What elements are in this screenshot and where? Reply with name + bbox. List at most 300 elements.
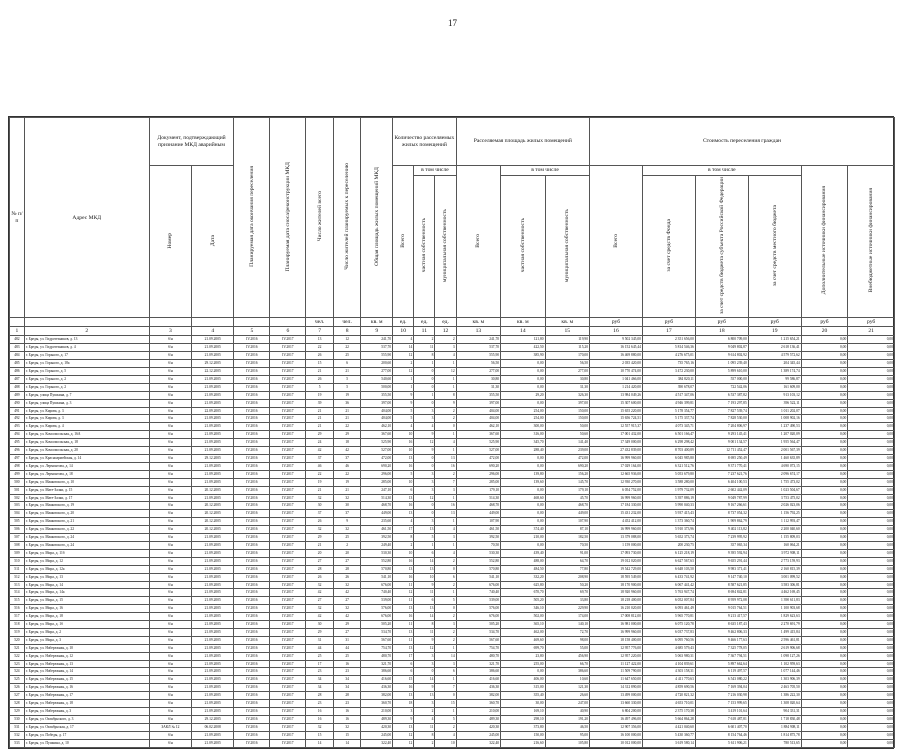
table-cell: 6 433 741,92 — [642, 573, 695, 581]
table-cell: 0,00 — [801, 660, 848, 668]
table-cell: г. Бреды, ул. Набережная, д. 18 — [24, 700, 149, 708]
table-cell: 488,00 — [501, 557, 545, 565]
table-cell: 2 375 170,38 — [642, 708, 695, 716]
table-cell: 22.12.2005 — [192, 368, 234, 376]
table-cell: 489 — [10, 391, 25, 399]
header-document: Документ, подтверждающий признание МКД аварийным — [149, 118, 234, 166]
table-cell: 0,00 — [801, 605, 848, 613]
table-cell: 2 — [435, 636, 456, 644]
table-cell: 31 — [306, 636, 334, 644]
table-cell: 0,00 — [801, 336, 848, 344]
table-cell: 3 — [414, 478, 435, 486]
table-row — [10, 621, 895, 629]
table-cell: 0,00 — [848, 708, 895, 716]
table-cell: 249,40 — [361, 541, 393, 549]
table-cell: 2 602 442,09 — [695, 486, 748, 494]
table-cell: 4 — [393, 423, 414, 431]
table-row — [10, 723, 895, 731]
table-cell: 373,80 — [501, 723, 545, 731]
table-cell: IV.2016 — [234, 510, 270, 518]
table-cell: 2 270 691,79 — [748, 621, 801, 629]
table-cell: 8 — [393, 534, 414, 542]
table-cell: 16 — [393, 462, 414, 470]
table-cell: 4 — [393, 518, 414, 526]
header-rooms-incl: в том числе — [414, 166, 456, 176]
table-cell: 5 — [333, 383, 361, 391]
table-cell: 34 — [306, 684, 334, 692]
table-cell: IV.2017 — [270, 589, 306, 597]
table-cell: 483 — [10, 344, 25, 352]
header-units-cell: руб — [848, 318, 895, 327]
table-cell: 570,80 — [361, 565, 393, 573]
table-cell: IV.2017 — [270, 391, 306, 399]
table-cell: 360,70 — [456, 700, 500, 708]
table-cell: 397,00 — [456, 399, 500, 407]
table-cell: 42 — [306, 589, 334, 597]
table-cell: 449,00 — [545, 510, 589, 518]
table-cell: 10 — [393, 447, 414, 455]
table-cell: 0,00 — [801, 613, 848, 621]
table-cell: IV.2017 — [270, 660, 306, 668]
table-cell: 0,00 — [848, 494, 895, 502]
table-cell: 13 — [393, 510, 414, 518]
table-cell: 12 957 776,00 — [590, 644, 643, 652]
header-planned-date — [234, 118, 270, 318]
table-cell: 517 — [10, 613, 25, 621]
table-cell: 490 — [10, 399, 25, 407]
table-cell: 7 153 999,65 — [695, 700, 748, 708]
table-cell: 14 — [414, 557, 435, 565]
table-cell: 13 — [306, 336, 334, 344]
header-extra-sources-text: Внебюджетные источники финансирования — [868, 188, 875, 293]
table-cell: 722 542,06 — [695, 383, 748, 391]
table-cell: 529 — [10, 708, 25, 716]
table-cell: 20.12.2005 — [192, 502, 234, 510]
table-cell: г. Бреды, ул. Гидротехников, д. 4 — [24, 344, 149, 352]
table-cell: 160 064,21 — [748, 541, 801, 549]
table-cell: 0,00 — [501, 462, 545, 470]
table-cell: 519 — [10, 628, 25, 636]
table-cell: 468,70 — [361, 502, 393, 510]
table-cell: 0 — [414, 668, 435, 676]
table-cell: 0,00 — [801, 549, 848, 557]
table-cell: 676,00 — [361, 581, 393, 589]
table-cell: 23,80 — [501, 652, 545, 660]
table-cell: 0,00 — [801, 636, 848, 644]
table-cell: 1 098 127,26 — [748, 652, 801, 660]
table-cell: 4 720 821,32 — [642, 692, 695, 700]
table-cell: 36 — [333, 399, 361, 407]
table-cell: 3 001 099,52 — [748, 573, 801, 581]
table-cell: 0,00 — [801, 360, 848, 368]
table-cell: 676,00 — [456, 613, 500, 621]
header-rooms-municipal-text: муниципальная собственность — [442, 208, 449, 283]
table-cell: 509 — [10, 549, 25, 557]
column-numbers-row — [10, 327, 895, 336]
table-cell: 0,00 — [801, 486, 848, 494]
table-cell: 6 — [435, 573, 456, 581]
table-cell: 567,60 — [456, 636, 500, 644]
table-cell: 534,70 — [361, 628, 393, 636]
table-cell: 12 711 452,47 — [695, 447, 748, 455]
table-cell: 904 331,31 — [748, 708, 801, 716]
table-cell: 1 814 875,78 — [748, 731, 801, 739]
table-cell: 21.09.2005 — [192, 581, 234, 589]
table-cell: 537,70 — [456, 344, 500, 352]
header-units-cell: руб — [695, 318, 748, 327]
table-header — [10, 118, 895, 336]
table-cell: 4 — [435, 526, 456, 534]
table-cell: 9 614 802,92 — [695, 352, 748, 360]
table-cell: 5 763 947,74 — [642, 589, 695, 597]
table-cell: 396 522,11 — [748, 399, 801, 407]
header-cost-total — [590, 166, 643, 318]
table-cell: 397,00 — [545, 399, 589, 407]
table-cell: 472,00 — [456, 455, 500, 463]
table-cell: 3 583 306,81 — [748, 581, 801, 589]
table-cell: IV.2016 — [234, 344, 270, 352]
table-cell: г. Бреды, улица Пушкина, д. 7 — [24, 391, 149, 399]
table-cell: 8 — [414, 621, 435, 629]
table-cell: 7 618 487,81 — [695, 715, 748, 723]
table-cell: 0,00 — [501, 510, 545, 518]
table-cell: 537,70 — [361, 344, 393, 352]
table-cell: 32 — [306, 723, 334, 731]
table-cell: 9 — [414, 581, 435, 589]
table-cell: 488 — [10, 383, 25, 391]
table-cell: 16 — [306, 715, 334, 723]
table-cell: 4 462 169,45 — [748, 589, 801, 597]
table-cell: б/н — [149, 589, 191, 597]
table-cell: 0,00 — [848, 668, 895, 676]
table-cell: 210,00 — [456, 708, 500, 716]
table-cell: 2 — [414, 708, 435, 716]
table-cell: 0,00 — [801, 676, 848, 684]
table-cell: 486 — [10, 368, 25, 376]
table-cell: 502,00 — [501, 613, 545, 621]
table-cell: 50,00 — [545, 423, 589, 431]
table-cell: г. Бреды, ул. Красноармейская, д. 14 — [24, 455, 149, 463]
table-cell: 28 — [306, 692, 334, 700]
table-cell: 690,20 — [456, 462, 500, 470]
table-cell: г. Бреды, ул. Набережная, д. 14 — [24, 668, 149, 676]
table-cell: 2 — [435, 581, 456, 589]
table-cell: IV.2017 — [270, 581, 306, 589]
table-cell: 0 — [435, 692, 456, 700]
table-cell: 21.09.2005 — [192, 352, 234, 360]
table-cell: 2 — [414, 739, 435, 747]
table-cell: 6 501 166,47 — [642, 431, 695, 439]
table-cell: 21 — [306, 541, 334, 549]
table-cell: 26,60 — [545, 692, 589, 700]
table-cell: 0,00 — [848, 455, 895, 463]
table-cell: 19 — [333, 391, 361, 399]
table-cell: 9 — [414, 431, 435, 439]
table-cell: 31 — [333, 636, 361, 644]
header-units-cell: руб — [801, 318, 848, 327]
table-cell: 0,00 — [848, 692, 895, 700]
header-additional-sources — [801, 166, 848, 318]
table-cell: 296,00 — [456, 470, 500, 478]
table-cell: 9 — [333, 518, 361, 526]
table-cell: 64,70 — [545, 557, 589, 565]
table-cell: 505,20 — [501, 597, 545, 605]
table-cell: 367,60 — [456, 431, 500, 439]
table-cell: 12 957 220,00 — [590, 652, 643, 660]
table-cell: 21.09.2005 — [192, 534, 234, 542]
table-cell: г. Бреды, ул. Маяковского, д. 20 — [24, 510, 149, 518]
table-cell: 277,00 — [456, 368, 500, 376]
table-cell: 7 216 030,98 — [695, 692, 748, 700]
table-cell: 13 — [393, 565, 414, 573]
table-cell: 3 — [414, 518, 435, 526]
table-cell: IV.2017 — [270, 510, 306, 518]
table-cell: 6 — [414, 597, 435, 605]
table-cell: IV.2016 — [234, 494, 270, 502]
table-cell: 1 829 623,63 — [748, 613, 801, 621]
table-cell: IV.2016 — [234, 700, 270, 708]
table-cell: 119,90 — [545, 336, 589, 344]
table-cell: б/н — [149, 399, 191, 407]
table-cell: 735 765,16 — [642, 360, 695, 368]
table-cell: 1 — [435, 541, 456, 549]
header-units-cell — [234, 318, 270, 327]
table-cell: 740,40 — [361, 589, 393, 597]
table-cell: 4 411 770,63 — [642, 676, 695, 684]
table-cell: б/н — [149, 431, 191, 439]
table-cell: 4 276 675,01 — [642, 352, 695, 360]
table-cell: 179,10 — [456, 486, 500, 494]
header-address: Адрес МКД — [24, 118, 149, 318]
table-cell: 10,60 — [545, 676, 589, 684]
table-cell: 10 — [393, 478, 414, 486]
table-row — [10, 700, 895, 708]
table-cell: 7 237 621,76 — [695, 470, 748, 478]
table-cell: 2 — [393, 360, 414, 368]
table-cell: IV.2017 — [270, 375, 306, 383]
table-cell: г. Бреды, ул. Маяковского, д. 10 — [24, 478, 149, 486]
table-cell: 0,00 — [848, 581, 895, 589]
table-cell: 527 — [10, 692, 25, 700]
table-cell: 0,00 — [848, 336, 895, 344]
header-doc-number — [149, 166, 191, 318]
table-cell: 182,50 — [545, 534, 589, 542]
table-cell: 552,80 — [456, 557, 500, 565]
table-cell: 0,00 — [801, 700, 848, 708]
table-cell: 13 499 000,00 — [590, 692, 643, 700]
table-cell: 16 981 000,00 — [590, 621, 643, 629]
table-cell: 8 959 972,08 — [695, 597, 748, 605]
table-row — [10, 447, 895, 455]
table-cell: г. Бреды, ул. Гидротехников, д. 13 — [24, 336, 149, 344]
table-row — [10, 660, 895, 668]
table-cell: 170,00 — [545, 352, 589, 360]
table-cell: 4 104 839,61 — [642, 660, 695, 668]
table-cell: 2 096 674,17 — [748, 470, 801, 478]
table-cell: 21 — [306, 423, 334, 431]
table-cell: 511 — [10, 565, 25, 573]
table-cell: 461,50 — [456, 526, 500, 534]
table-cell: 216,60 — [501, 739, 545, 747]
table-cell: 18 — [393, 700, 414, 708]
table-cell: г. Бреды, ул. Горького, д. 5 — [24, 368, 149, 376]
table-cell: IV.2016 — [234, 534, 270, 542]
table-cell: IV.2017 — [270, 636, 306, 644]
table-row — [10, 739, 895, 747]
table-cell: 1 095 239,40 — [695, 360, 748, 368]
table-cell: 33,80 — [545, 597, 589, 605]
table-cell: 21.09.2005 — [192, 684, 234, 692]
table-cell: 46 — [306, 462, 334, 470]
table-cell: б/н — [149, 494, 191, 502]
table-cell: 16 — [393, 502, 414, 510]
table-cell: 0,00 — [801, 723, 848, 731]
table-cell: 15 — [393, 676, 414, 684]
table-cell: 239,00 — [545, 447, 589, 455]
table-cell: 17 029 164,00 — [590, 462, 643, 470]
table-cell: 555,90 — [361, 352, 393, 360]
table-cell: 8 737 054,32 — [695, 510, 748, 518]
table-cell: 179,10 — [545, 486, 589, 494]
table-cell: 21.09.2005 — [192, 708, 234, 716]
table-cell: 11 647 650,00 — [590, 676, 643, 684]
table-cell: 3 — [414, 470, 435, 478]
table-cell: 14 — [306, 739, 334, 747]
table-cell: 8 694 842,81 — [695, 589, 748, 597]
table-cell: б/н — [149, 375, 191, 383]
table-cell: 4 — [435, 352, 456, 360]
table-cell: 254,00 — [501, 407, 545, 415]
header-cost-regional — [695, 176, 748, 318]
table-cell: 22 — [333, 470, 361, 478]
table-cell: 9 502 345,00 — [590, 336, 643, 344]
table-cell: IV.2016 — [234, 668, 270, 676]
table-cell: 12 — [393, 589, 414, 597]
table-cell: 9 015 764,51 — [695, 605, 748, 613]
table-cell: 1 112 993,47 — [748, 518, 801, 526]
table-cell: 500,00 — [361, 383, 393, 391]
table-cell: б/н — [149, 526, 191, 534]
table-cell: 21.09.2005 — [192, 478, 234, 486]
table-cell: 14 312 890,00 — [590, 684, 643, 692]
table-cell: 404,00 — [456, 407, 500, 415]
table-row — [10, 628, 895, 636]
header-units-cell — [270, 318, 306, 327]
table-cell: 524 — [10, 668, 25, 676]
header-col_numbers-cell: 16 — [590, 327, 643, 336]
table-cell: IV.2016 — [234, 462, 270, 470]
table-cell: 6 804 200,00 — [590, 708, 643, 716]
table-body — [10, 336, 895, 747]
table-cell: 0 — [414, 383, 435, 391]
table-cell: 534,70 — [456, 628, 500, 636]
table-cell: 5 053 679,80 — [642, 470, 695, 478]
table-cell: 277,00 — [545, 368, 589, 376]
table-cell: 32 — [333, 723, 361, 731]
table-cell: г. Бреды, ул. Мира, д. 11б — [24, 549, 149, 557]
table-cell: 27 — [333, 597, 361, 605]
table-cell: 16 — [435, 502, 456, 510]
table-cell: 21.09.2005 — [192, 668, 234, 676]
table-cell: 0,00 — [801, 478, 848, 486]
table-cell: IV.2016 — [234, 336, 270, 344]
table-cell: 386,60 — [545, 668, 589, 676]
table-cell: IV.2016 — [234, 368, 270, 376]
table-cell: 21.09.2005 — [192, 652, 234, 660]
table-cell: IV.2016 — [234, 470, 270, 478]
header-col_numbers-cell: 13 — [456, 327, 500, 336]
header-units-cell: кв. м — [545, 318, 589, 327]
table-cell: 8 154 764,46 — [695, 731, 748, 739]
table-cell: 11 127 422,00 — [590, 660, 643, 668]
table-cell: 0,00 — [501, 399, 545, 407]
table-cell: 13 379 088,00 — [590, 534, 643, 542]
table-cell: 10 — [435, 739, 456, 747]
table-cell: 0,00 — [501, 368, 545, 376]
table-cell: 0,00 — [801, 431, 848, 439]
table-cell: 8 695 250,49 — [695, 455, 748, 463]
table-cell: 0,00 — [848, 589, 895, 597]
table-cell: 480,70 — [456, 652, 500, 660]
table-cell: 12 — [414, 644, 435, 652]
header-units-cell: кв. м — [501, 318, 545, 327]
table-cell: 3 — [393, 708, 414, 716]
table-cell: IV.2017 — [270, 518, 306, 526]
table-cell: 0,00 — [801, 534, 848, 542]
table-row — [10, 549, 895, 557]
table-cell: 1 — [435, 494, 456, 502]
table-cell: 6 — [435, 668, 456, 676]
table-cell: г. Бреды, ул. Октябрьского, д. 3 — [24, 715, 149, 723]
table-cell: 0,00 — [801, 557, 848, 565]
table-cell: IV.2016 — [234, 723, 270, 731]
table-cell: 19 — [306, 391, 334, 399]
table-cell: 5 178 354,77 — [642, 407, 695, 415]
header-col_numbers-cell: 9 — [361, 327, 393, 336]
table-cell: 754,70 — [456, 644, 500, 652]
table-cell: 10 012 000,00 — [590, 739, 643, 747]
table-cell: 0,00 — [501, 375, 545, 383]
table-cell: 6 321 512,76 — [642, 462, 695, 470]
table-cell: 0,00 — [848, 399, 895, 407]
table-row — [10, 573, 895, 581]
table-cell: г. Бреды, ул. Горького, д. 18а — [24, 360, 149, 368]
table-cell: 6 648 103,50 — [642, 565, 695, 573]
table-cell: 449,00 — [361, 510, 393, 518]
table-cell: 0,00 — [848, 684, 895, 692]
table-cell: 27 — [306, 557, 334, 565]
table-cell: 200 230,75 — [642, 541, 695, 549]
table-row — [10, 431, 895, 439]
table-cell: 0,00 — [801, 462, 848, 470]
table-cell: 494 — [10, 431, 25, 439]
table-cell: 37 — [333, 455, 361, 463]
table-cell: б/н — [149, 447, 191, 455]
table-cell: 0,00 — [848, 407, 895, 415]
table-cell: 0,00 — [848, 526, 895, 534]
header-col_numbers-cell: 4 — [192, 327, 234, 336]
table-cell: 1 011 202,07 — [748, 407, 801, 415]
table-cell: IV.2017 — [270, 494, 306, 502]
table-cell: 9 — [414, 684, 435, 692]
table-cell: б/н — [149, 423, 191, 431]
header-col_numbers-cell: 19 — [748, 327, 801, 336]
header-area-total-text: Всего — [475, 233, 482, 248]
table-cell: 670,70 — [501, 589, 545, 597]
table-cell: 12 — [414, 494, 435, 502]
table-cell: 150,00 — [545, 415, 589, 423]
table-cell: 42 — [333, 589, 361, 597]
